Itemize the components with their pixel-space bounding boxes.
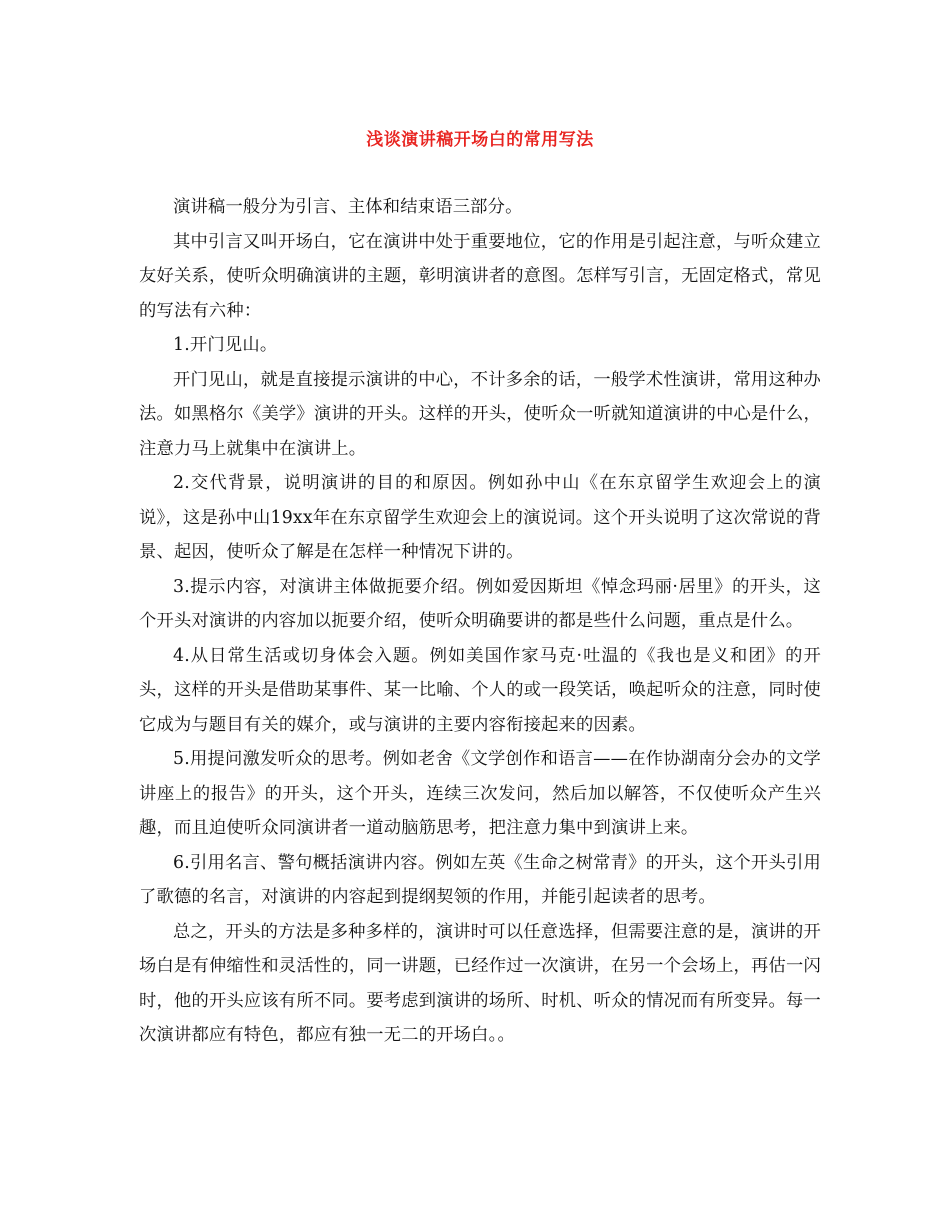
paragraph-method-2: 2.交代背景，说明演讲的目的和原因。例如孙中山《在东京留学生欢迎会上的演说》，这是孙中山19xx年在东京留学生欢迎会上的演说词。这个开头说明了这次常说的背景、起因，使听众了解是在怎样一种情况下讲的。 [139, 473, 821, 562]
paragraph-method-1-detail: 开门见山，就是直接提示演讲的中心，不计多余的话，一般学术性演讲，常用这种办法。如黑格尔《美学》演讲的开头。这样的开头，使听众一听就知道演讲的中心是什么，注意力马上就集中在演讲上。 [139, 369, 821, 459]
paragraph-method-3: 3.提示内容，对演讲主体做扼要介绍。例如爱因斯坦《悼念玛丽·居里》的开头，这个开头对演讲的内容加以扼要介绍，使听众明确要讲的都是些什么问题，重点是什么。 [139, 576, 821, 631]
document-title: 浅谈演讲稿开场白的常用写法 [366, 130, 594, 150]
paragraph-intro: 演讲稿一般分为引言、主体和结束语三部分。 [173, 197, 523, 217]
paragraph-method-1-heading: 1.开门见山。 [173, 335, 278, 355]
paragraph-method-4: 4.从日常生活或切身体会入题。例如美国作家马克·吐温的《我也是义和团》的开头，这样的开头是借助某事件、某一比喻、个人的或一段笑话，唤起听众的注意，同时使它成为与题目有关的媒介，或与演讲的主要内容衔接起来的因素。 [139, 645, 821, 735]
paragraph-conclusion: 总之，开头的方法是多种多样的，演讲时可以任意选择，但需要注意的是，演讲的开场白是有伸缩性和灵活性的，同一讲题，已经作过一次演讲，在另一个会场上，再估一闪时，他的开头应该有所不同。要考虑到演讲的场所、时机、听众的情况而有所变异。每一次演讲都应有特色，都应有独一无二的开场白。。 [139, 921, 821, 1045]
paragraph-method-5: 5.用提问激发听众的思考。例如老舍《文学创作和语言——在作协湖南分会办的文学讲座上的报告》的开头，这个开头，连续三次发问，然后加以解答，不仅使听众产生兴趣，而且迫使听众同演讲者一道动脑筋思考，把注意力集中到演讲上来。 [139, 749, 821, 838]
document-body [139, 190, 821, 1053]
paragraph-method-6: 6.引用名言、警句概括演讲内容。例如左英《生命之树常青》的开头，这个开头引用了歌德的名言，对演讲的内容起到提纲契领的作用，并能引起读者的思考。 [139, 852, 821, 907]
paragraph-opening-role: 其中引言又叫开场白，它在演讲中处于重要地位，它的作用是引起注意，与听众建立友好关系，使听众明确演讲的主题，彰明演讲者的意图。怎样写引言，无固定格式，常见的写法有六种： [139, 231, 821, 321]
